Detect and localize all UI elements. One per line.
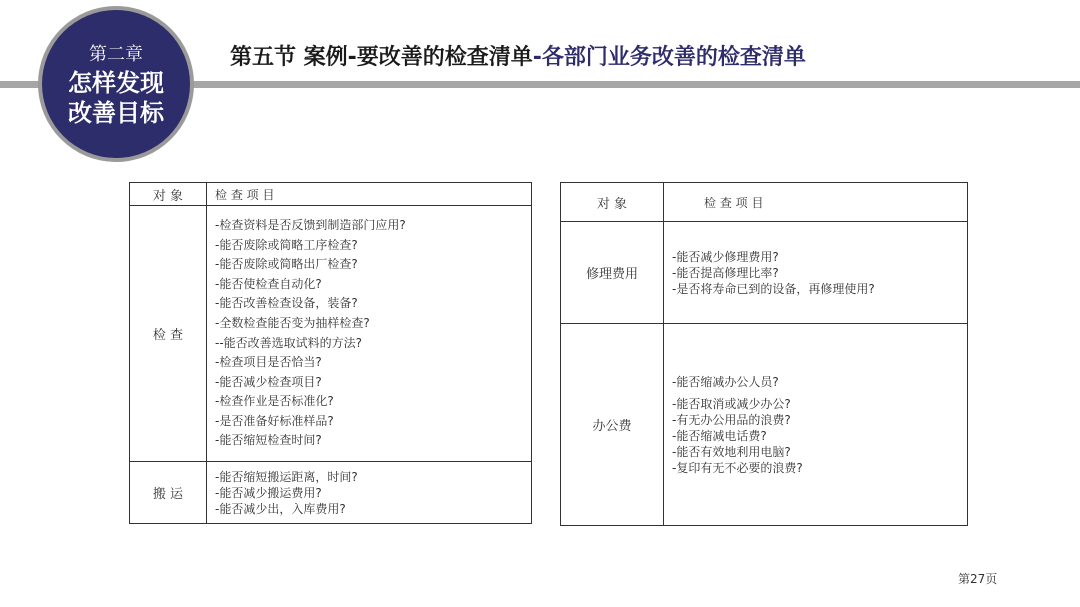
list-item: -是否将寿命已到的设备，再修理使用? — [672, 281, 875, 296]
row-object: 检 查 — [130, 206, 207, 462]
list-item: -能否废除或简略工序检查? — [215, 237, 358, 252]
checklist-table-right — [560, 182, 968, 526]
row-items — [664, 222, 968, 324]
list-item: --能否改善选取试料的方法? — [215, 335, 363, 350]
page-title-sub: -各部门业务改善的检查清单 — [532, 45, 806, 70]
row-items — [207, 206, 532, 462]
list-item: -全数检查能否变为抽样检查? — [215, 315, 370, 330]
list-item: -能否减少修理费用? — [672, 249, 779, 264]
table-header-row — [561, 183, 968, 222]
item-list — [215, 469, 531, 517]
list-item: -检查作业是否标准化? — [215, 394, 334, 409]
list-item: -能否缩减办公人员? — [672, 374, 779, 389]
header-object: 对 象 — [130, 183, 207, 206]
list-item: -是否准备好标准样品? — [215, 413, 334, 428]
list-item: -检查项目是否恰当? — [215, 355, 322, 370]
list-item: -能否减少检查项目? — [215, 374, 322, 389]
list-item: -检查资料是否反馈到制造部门应用? — [215, 217, 406, 232]
list-item: -能否减少搬运费用? — [215, 485, 322, 500]
list-item: -能否缩短检查时间? — [215, 433, 322, 448]
list-item: -有无办公用品的浪费? — [672, 412, 791, 427]
chapter-badge-inner — [42, 10, 190, 158]
table-row — [561, 222, 968, 324]
row-object: 修理费用 — [561, 222, 664, 324]
header-items: 检 查 项 目 — [664, 183, 968, 222]
list-item: -能否改善检查设备，装备? — [215, 296, 358, 311]
table-row — [561, 324, 968, 526]
item-list — [672, 374, 967, 476]
row-object: 搬 运 — [130, 462, 207, 524]
list-item: -能否废除或简略出厂检查? — [215, 257, 358, 272]
row-items — [207, 462, 532, 524]
list-item: -能否提高修理比率? — [672, 265, 779, 280]
row-items — [664, 324, 968, 526]
list-item: -能否缩减电话费? — [672, 428, 767, 443]
list-item: -能否有效地利用电脑? — [672, 444, 791, 459]
page-number: 第27页 — [958, 572, 998, 586]
table-row — [130, 206, 532, 462]
header-object: 对 象 — [561, 183, 664, 222]
page-title — [230, 40, 806, 71]
chapter-title-line2: 改善目标 — [68, 99, 164, 127]
list-item: -能否减少出，入库费用? — [215, 501, 346, 516]
row-object: 办公费 — [561, 324, 664, 526]
item-list — [672, 249, 967, 297]
list-item: -复印有无不必要的浪费? — [672, 460, 803, 475]
chapter-badge — [38, 6, 194, 162]
list-item: -能否使检查自动化? — [215, 276, 322, 291]
list-item: -能否取消或减少办公? — [672, 396, 791, 411]
chapter-label: 第二章 — [89, 44, 143, 65]
table-header-row — [130, 183, 532, 206]
list-item: -能否缩短搬运距离，时间? — [215, 469, 358, 484]
item-list — [215, 216, 531, 451]
header-items: 检 查 项 目 — [207, 183, 532, 206]
checklist-table-left — [129, 182, 532, 524]
page-title-main: 第五节 案例-要改善的检查清单 — [230, 45, 533, 70]
table-row — [130, 462, 532, 524]
chapter-title-line1: 怎样发现 — [68, 69, 164, 97]
